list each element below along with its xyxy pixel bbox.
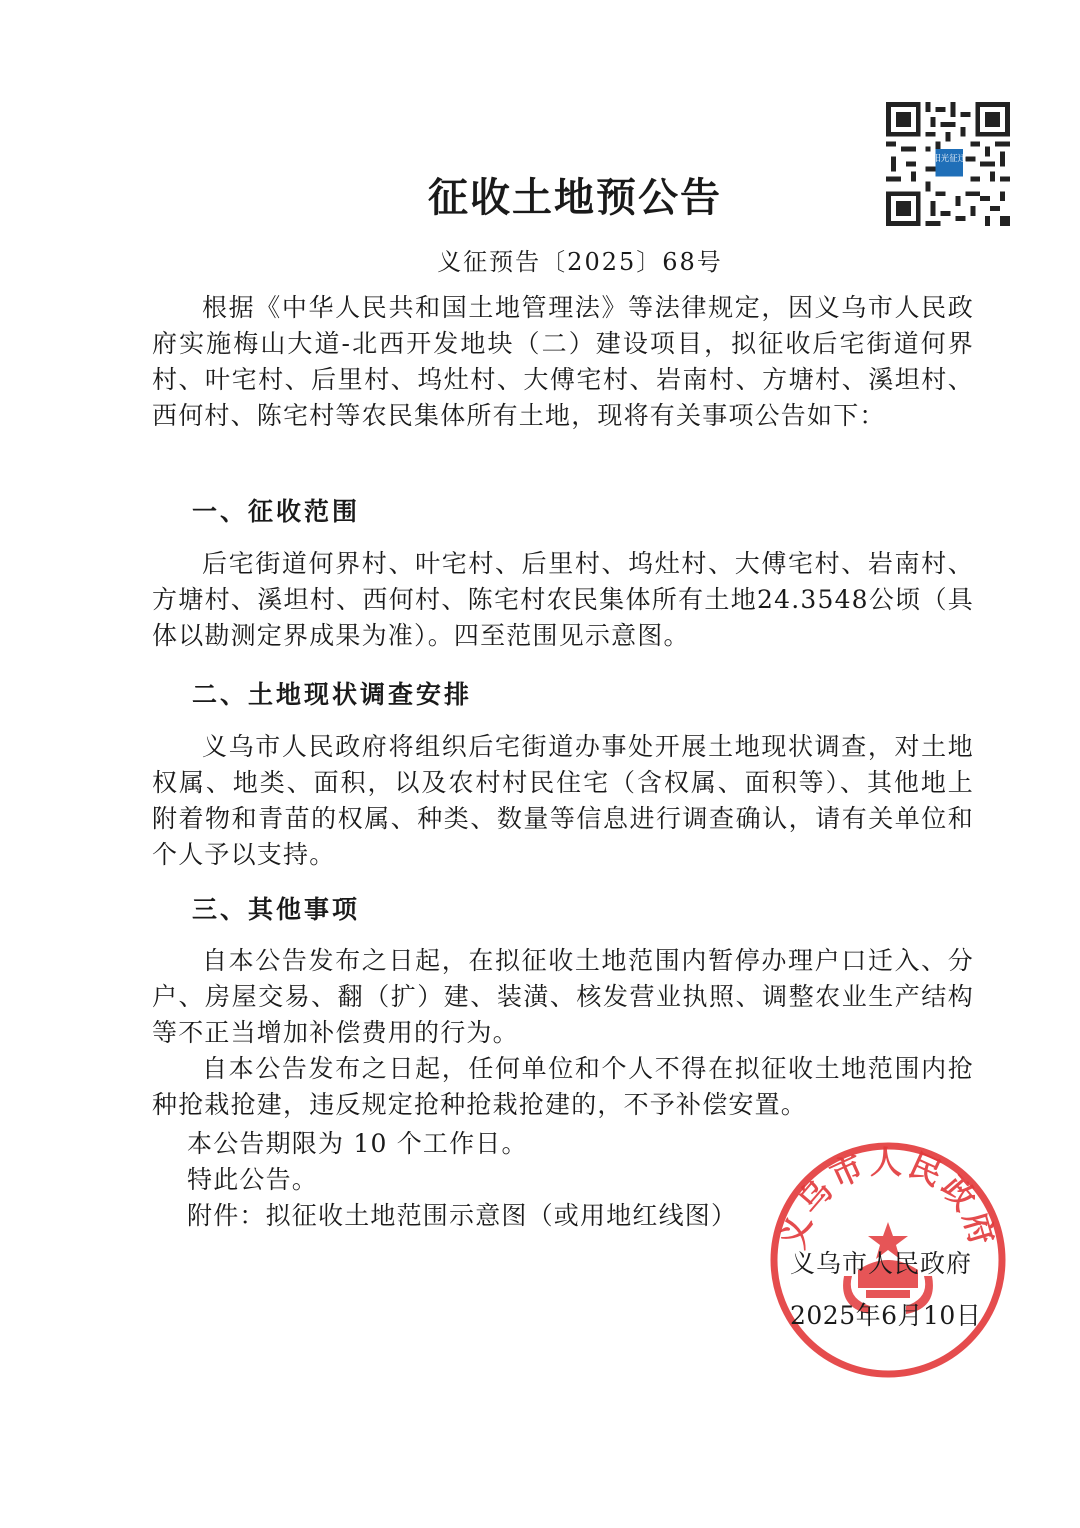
section-heading-survey: 二、土地现状调查安排 (192, 680, 473, 709)
intro-paragraph: 根据《中华人民共和国土地管理法》等法律规定，因义乌市人民政府实施梅山大道-北西开发地块（二）建设项目，拟征收后宅街道何界村、叶宅村、后里村、坞灶村、大傅宅村、岩南村、方塘村、溪坦村、西何村、陈宅村等农民集体所有土地，现将有关事项公告如下： (152, 293, 974, 430)
document-number: 义征预告〔2025〕68号 (437, 248, 723, 276)
notice-period: 本公告期限为 10 个工作日。 (187, 1129, 528, 1158)
page-title: 征收土地预公告 (428, 175, 722, 221)
section-body-scope: 后宅街道何界村、叶宅村、后里村、坞灶村、大傅宅村、岩南村、方塘村、溪坦村、西何村、陈宅村农民集体所有土地24.3548公顷（具体以勘测定界成果为准）。四至范围见示意图。 (152, 549, 974, 650)
attachment-line: 附件：拟征收土地范围示意图（或用地红线图） (187, 1201, 738, 1230)
qr-label: 阳光征迁 (932, 153, 967, 164)
section-body-prohibition: 自本公告发布之日起，任何单位和个人不得在拟征收土地范围内抢种抢栽抢建，违反规定抢种抢栽抢建的，不予补偿安置。 (152, 1054, 974, 1119)
section-heading-other: 三、其他事项 (192, 895, 361, 924)
signer-name: 义乌市人民政府 (790, 1249, 973, 1278)
sign-date: 2025年6月10日 (790, 1301, 982, 1330)
section-heading-scope: 一、征收范围 (192, 497, 361, 526)
section-body-suspension: 自本公告发布之日起，在拟征收土地范围内暂停办理户口迁入、分户、房屋交易、翻（扩）建、装潢、核发营业执照、调整农业生产结构等不正当增加补偿费用的行为。 (152, 946, 974, 1047)
closing-line: 特此公告。 (187, 1165, 319, 1194)
section-body-survey: 义乌市人民政府将组织后宅街道办事处开展土地现状调查，对土地权属、地类、面积，以及农村村民住宅（含权属、面积等）、其他地上附着物和青苗的权属、种类、数量等信息进行调查确认，请有关单位和个人予以支持。 (152, 732, 974, 869)
seal-text: 义乌市人民政府 (773, 1142, 1003, 1253)
